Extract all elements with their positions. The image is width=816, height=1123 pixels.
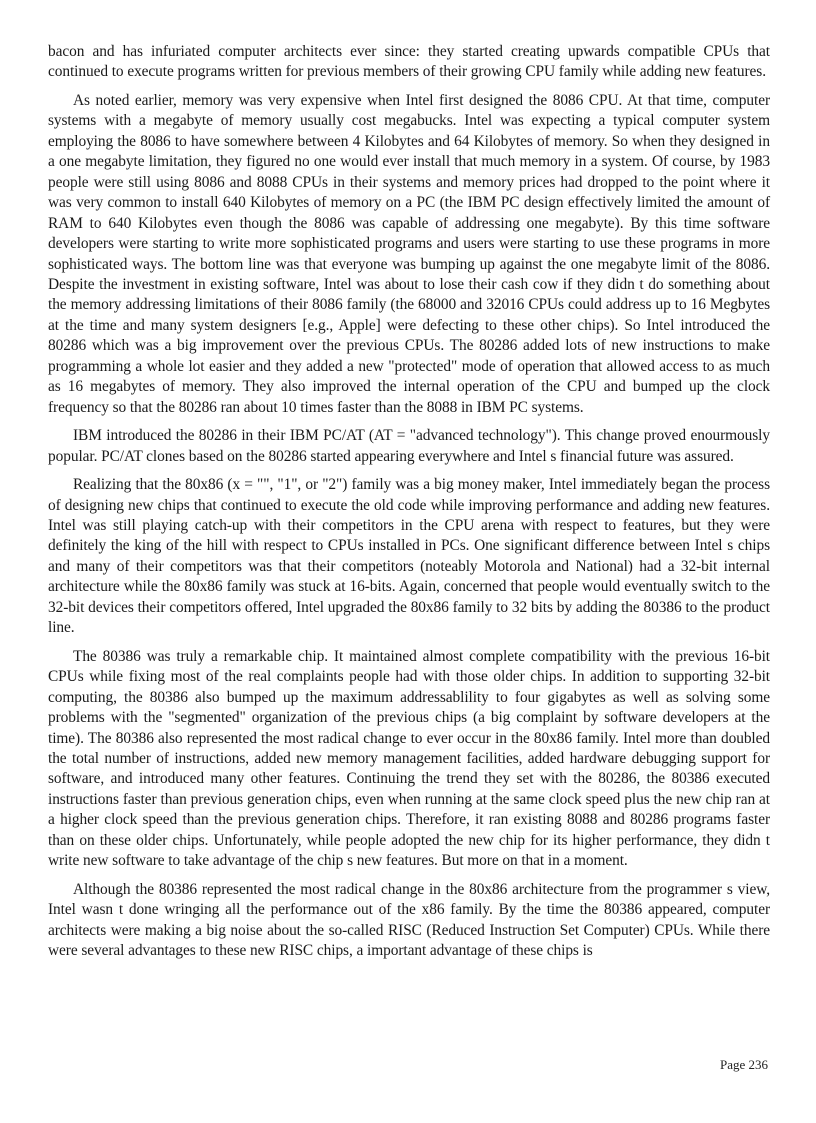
paragraph-80386: The 80386 was truly a remarkable chip. It maintained almost complete compatibility with the previous 16-bit CPUs while fixing most of the real complaints people had with those older chips. In addition to supporting 32-bit computing, the 80386 also bumped up the maximum addressablility to four gigabytes as well as solving some problems with the "segmented" organization of the previous chips (a big complaint by software developers at the time). The 80386 also represented the most radical change to ever occur in the 80x86 family. Intel more than doubled the total number of instructions, added new memory management facilities, added hardware debugging support for software, and introduced many other features. Continuing the trend they set with the 80286, the 80386 executed instructions faster than previous generation chips, even when running at the same clock speed plus the new chip ran at a higher clock speed than the previous generation chips. Therefore, it ran existing 8088 and 80286 programs faster than on these older chips. Unfortunately, while people adopted the new chip for its higher performance, they didn t write new software to take advantage of the chip s new features. But more on that in a moment. [48,647,770,870]
paragraph-80x86-family: Realizing that the 80x86 (x = "", "1", or "2") family was a big money maker, Intel immediately began the process of designing new chips that continued to execute the old code while improving performance and adding new features. Intel was still playing catch-up with their competitors in the CPU arena with respect to features, but they were definitely the king of the hill with respect to CPUs installed in PCs. One significant difference between Intel s chips and many of their competitors was that their competitors (noteably Motorola and National) had a 32-bit internal architecture while the 80x86 family was stuck at 16-bits. Again, concerned that people would eventually switch to the 32-bit devices their competitors offered, Intel upgraded the 80x86 family to 32 bits by adding the 80386 to the product line. [48,476,770,637]
paragraph-pc-at: IBM introduced the 80286 in their IBM PC/AT (AT = "advanced technology"). This change proved enourmously popular. PC/AT clones based on the 80286 started appearing everywhere and Intel s financial future was assured. [48,427,770,465]
paragraph-risc: Although the 80386 represented the most radical change in the 80x86 architecture from the programmer s view, Intel wasn t done wringing all the performance out of the x86 family. By the time the 80386 appeared, computer architects were making a big noise about the so-called RISC (Reduced Instruction Set Computer) CPUs. While there were several advantages to these new RISC chips, a important advantage of these chips is [48,880,770,960]
document-page [48,42,770,969]
page-number: Page 236 [719,1057,768,1072]
paragraph-continuation: bacon and has infuriated computer architects ever since: they started creating upwards compatible CPUs that continued to execute programs written for previous members of their growing CPU family while adding new features. [48,43,770,81]
paragraph-memory-limits: As noted earlier, memory was very expensive when Intel first designed the 8086 CPU. At that time, computer systems with a megabyte of memory usually cost megabucks. Intel was expecting a typical computer system employing the 8086 to have somewhere between 4 Kilobytes and 64 Kilobytes of memory. So when they designed in a one megabyte limitation, they figured no one would ever install that much memory in a system. Of course, by 1983 people were still using 8086 and 8088 CPUs in their systems and memory prices had dropped to the point where it was very common to install 640 Kilobytes of memory on a PC (the IBM PC design effectively limited the amount of RAM to 640 Kilobytes even though the 8086 was capable of addressing one megabyte). By this time software developers were starting to write more sophisticated programs and users were starting to use these programs in more sophisticated ways. The bottom line was that everyone was bumping up against the one megabyte limit of the 8086. Despite the investment in existing software, Intel was about to lose their cash cow if they didn t do something about the memory addressing limitations of their 8086 family (the 68000 and 32016 CPUs could address up to 16 Megbytes at the time and many system designers [e.g., Apple] were defecting to these other chips). So Intel introduced the 80286 which was a big improvement over the previous CPUs. The 80286 added lots of new instructions to make programming a whole lot easier and they added a new "protected" mode of operation that allowed access to as much as 16 megabytes of memory. They also improved the internal operation of the CPU and bumped up the clock frequency so that the 80286 ran about 10 times faster than the 8088 in IBM PC systems. [48,91,770,416]
